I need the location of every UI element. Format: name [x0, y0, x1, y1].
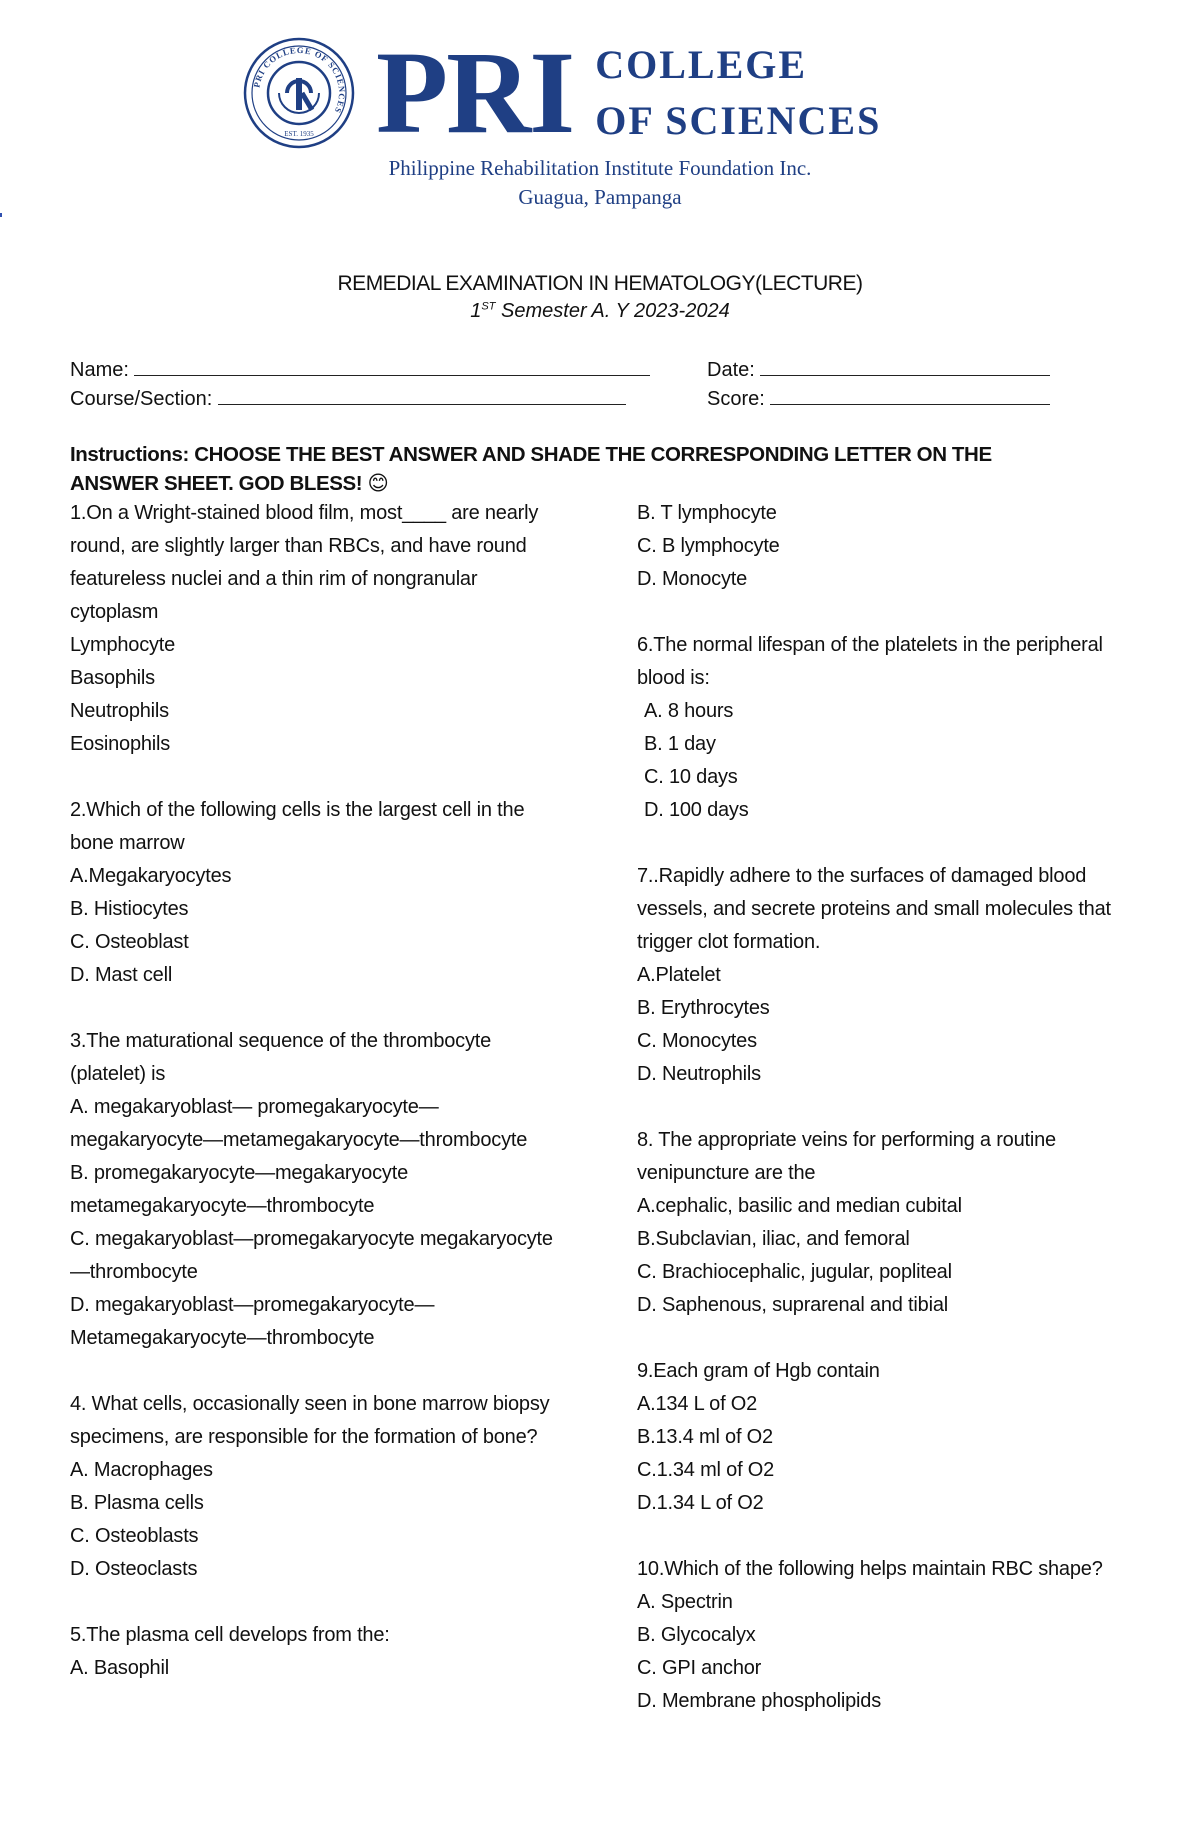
left-column — [70, 497, 570, 1685]
answer-option: C. megakaryoblast—promegakaryocyte megakaryocyte—thrombocyte — [70, 1228, 553, 1283]
name-blank[interactable] — [134, 357, 650, 376]
question-gap — [70, 1355, 570, 1388]
question-block — [637, 1355, 1137, 1520]
course-blank[interactable] — [218, 386, 626, 405]
question-gap — [70, 1586, 570, 1619]
brand-wordmark — [376, 27, 882, 158]
answer-option: D. Mast cell — [70, 964, 173, 986]
question-text: 8. The appropriate veins for performing a routine venipuncture are the — [637, 1129, 1056, 1184]
question-text: 1.On a Wright-stained blood film, most____ are nearly round, are slightly larger than RBCs, and have round featureless nuclei and a thin rim of nongranular cytoplasm — [70, 502, 539, 623]
question-block — [70, 1388, 570, 1586]
name-field[interactable] — [70, 357, 650, 382]
question-block — [637, 1124, 1137, 1322]
question-gap — [70, 761, 570, 794]
question-block — [70, 794, 570, 992]
answer-option: B. promegakaryocyte—megakaryocyte metamegakaryocyte—thrombocyte — [70, 1162, 408, 1217]
answer-option: Neutrophils — [70, 700, 169, 722]
svg-text:EST. 1935: EST. 1935 — [284, 130, 314, 138]
answer-option: D. 100 days — [644, 799, 749, 821]
date-field[interactable] — [707, 357, 1050, 382]
answer-option: B.13.4 ml of O2 — [637, 1426, 773, 1448]
question-text: 6.The normal lifespan of the platelets in the peripheral blood is: — [637, 634, 1103, 689]
answer-option: A. Basophil — [70, 1657, 169, 1679]
answer-option: D. Neutrophils — [637, 1063, 761, 1085]
question-gap — [637, 1520, 1137, 1553]
answer-option: D.1.34 L of O2 — [637, 1492, 764, 1514]
answer-option: C. Brachiocephalic, jugular, popliteal — [637, 1261, 952, 1283]
answer-option: D. Monocyte — [637, 568, 748, 590]
answer-option: B.Subclavian, iliac, and femoral — [637, 1228, 910, 1250]
answer-option: C. Osteoblast — [70, 931, 189, 953]
answer-option: B. Histiocytes — [70, 898, 189, 920]
question-gap — [637, 596, 1137, 629]
brand-pri: PRI — [376, 27, 574, 158]
brand-line-1: COLLEGE — [595, 42, 808, 87]
question-text: 2.Which of the following cells is the largest cell in the bone marrow — [70, 799, 525, 854]
answer-option: A. Spectrin — [637, 1591, 733, 1613]
answer-option: D. Saphenous, suprarenal and tibial — [637, 1294, 948, 1316]
question-block — [637, 1553, 1137, 1718]
question-block — [70, 1025, 570, 1355]
question-block — [70, 1619, 570, 1685]
answer-option: C.1.34 ml of O2 — [637, 1459, 775, 1481]
exam-title: REMEDIAL EXAMINATION IN HEMATOLOGY(LECTURE) — [337, 272, 863, 295]
question-text: 4. What cells, occasionally seen in bone marrow biopsy specimens, are responsible for the formation of bone? — [70, 1393, 550, 1448]
question-block — [637, 629, 1137, 827]
answer-option: B. 1 day — [644, 733, 716, 755]
right-column — [637, 497, 1137, 1718]
question-gap — [637, 1091, 1137, 1124]
date-blank[interactable] — [760, 357, 1050, 376]
institution-name: Philippine Rehabilitation Institute Foundation Inc. — [388, 156, 812, 180]
question-text: 10.Which of the following helps maintain RBC shape? — [637, 1558, 1103, 1580]
score-label: Score: — [707, 388, 765, 410]
question-text: 5.The plasma cell develops from the: — [70, 1624, 390, 1646]
answer-option: A.Megakaryocytes — [70, 865, 232, 887]
college-seal-icon — [243, 33, 356, 153]
answer-option: A. Macrophages — [70, 1459, 213, 1481]
answer-option: C. 10 days — [644, 766, 738, 788]
answer-option: C. Osteoblasts — [70, 1525, 199, 1547]
institution-location: Guagua, Pampanga — [518, 185, 682, 209]
score-field[interactable] — [707, 386, 1050, 411]
course-field[interactable] — [70, 386, 626, 411]
score-blank[interactable] — [770, 386, 1050, 405]
brand-college — [595, 37, 881, 149]
question-gap — [70, 992, 570, 1025]
question-text: 3.The maturational sequence of the thrombocyte (platelet) is — [70, 1030, 492, 1085]
answer-option: A.Platelet — [637, 964, 721, 986]
answer-option: D. megakaryoblast—promegakaryocyte—Metamegakaryocyte—thrombocyte — [70, 1294, 435, 1349]
answer-option: C. Monocytes — [637, 1030, 757, 1052]
answer-option: Lymphocyte — [70, 634, 176, 656]
answer-option: D. Osteoclasts — [70, 1558, 198, 1580]
question-block — [637, 860, 1137, 1091]
answer-option: C. B lymphocyte — [637, 535, 780, 557]
answer-option: D. Membrane phospholipids — [637, 1690, 882, 1712]
question-text: 9.Each gram of Hgb contain — [637, 1360, 880, 1382]
answer-option: B. Plasma cells — [70, 1492, 204, 1514]
answer-option: A.134 L of O2 — [637, 1393, 758, 1415]
brand-line-2: OF SCIENCES — [595, 98, 882, 143]
letterhead — [0, 28, 1200, 218]
name-label: Name: — [70, 359, 129, 381]
answer-option: B. Glycocalyx — [637, 1624, 756, 1646]
logo-row — [243, 28, 881, 158]
exam-semester: 1ST Semester A. Y 2023-2024 — [470, 300, 730, 322]
answer-option: Basophils — [70, 667, 155, 689]
course-label: Course/Section: — [70, 388, 213, 410]
instructions: Instructions: CHOOSE THE BEST ANSWER AND SHADE THE CORRESPONDING LETTER ON THE ANSWER SHEET. GOD BLESS! 😊 — [70, 443, 992, 495]
answer-option: B. Erythrocytes — [637, 997, 770, 1019]
question-gap — [637, 827, 1137, 860]
answer-option: Eosinophils — [70, 733, 171, 755]
question-block — [70, 497, 570, 761]
answer-option: A. megakaryoblast— promegakaryocyte—megakaryocyte—metamegakaryocyte—thrombocyte — [70, 1096, 528, 1151]
question-block — [637, 497, 1137, 596]
question-text: 7..Rapidly adhere to the surfaces of damaged blood vessels, and secrete proteins and small molecules that trigger clot formation. — [637, 865, 1111, 953]
question-gap — [637, 1322, 1137, 1355]
svg-text:PRI COLLEGE OF SCIENCES: PRI COLLEGE OF SCIENCES — [251, 44, 348, 116]
answer-option: A.cephalic, basilic and median cubital — [637, 1195, 962, 1217]
date-label: Date: — [707, 359, 755, 381]
answer-option: A. 8 hours — [644, 700, 734, 722]
answer-option: B. T lymphocyte — [637, 502, 777, 524]
answer-option: C. GPI anchor — [637, 1657, 762, 1679]
